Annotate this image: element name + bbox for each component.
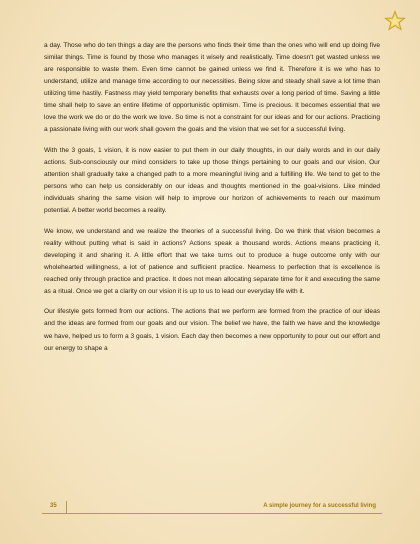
paragraph: Our lifestyle gets formed from our actions. The actions that we perform are formed from the practice of our ideas and the ideas are formed from our goals and our vision. The belief we have, the faith we have and the knowledge we have, helped us to form a 3 goals, 1 vision. Each day then becomes a new opportunity to pour out our effort and our energy to shape a bbox=[44, 308, 380, 352]
body-text bbox=[44, 40, 380, 363]
star-icon bbox=[384, 10, 406, 32]
running-title: A simple journey for a successful living bbox=[263, 503, 376, 509]
page-number: 35 bbox=[50, 503, 57, 509]
paragraph: a day. Those who do ten things a day are the persons who finds their time than the ones who will end up doing five similar things. Time is found by those who manages it wisely and realistically. Time doesn't get wasted unless we are responsible to waste them. Even time cannot be gained unless we find it. Therefore it is we who has to understand, utilize and manage time according to our necessities. Being slow and steady shall save a lot time than utilizing time hastily. Fastness may yield temporary benefits that exhausts over a long period of time. Saving a little time shall help to save an entire lifetime of opportunistic optimism. Time is precious. It becomes essential that we love the work we do or do the work we love. So time is not a constraint for our ideas and for our actions. Practicing a passionate living with our work shall govern the goals and the vision that we set for a successful living. bbox=[44, 42, 380, 134]
paragraph: With the 3 goals, 1 vision, it is now easier to put them in our daily thoughts, in our daily words and in our daily actions. Sub-consciously our mind considers to take up those things pertaining to our goals and our vision. Our attention shall gradually take a changed path to a more meaningful living and a fulfilling life. We tend to get to the persons who can help us considerably on our ideas and thoughts mentioned in the goal-visions. Like minded individuals sharing the same vision will help to improve our horizon of achievements to reach our maximum potential. A better world becomes a reality. bbox=[44, 146, 380, 215]
paragraph: We know, we understand and we realize the theories of a successful living. Do we think that vision becomes a reality without putting what is said in actions? Actions speak a thousand words. Actions means practicing it, developing it and sharing it. A little effort that we take turns out to produce a huge outcome only with our wholehearted willingness, a lot of patience and sufficient practice. Nearness to perfection that is excellence is reached only through practice and practice. It does not mean allocating separate time for it and executing the same as a ritual. Once we get a clarity on our vision it is up to us to lead our everyday life with it. bbox=[44, 227, 380, 295]
footer-separator bbox=[66, 501, 67, 513]
page-footer bbox=[42, 502, 382, 514]
